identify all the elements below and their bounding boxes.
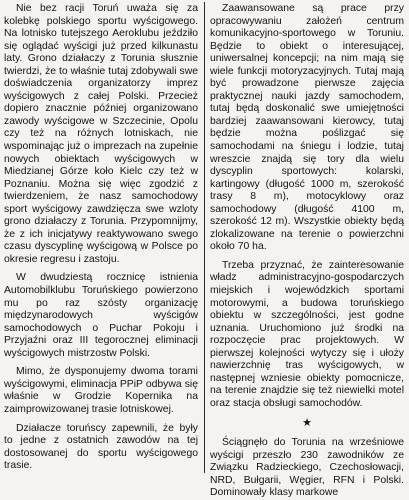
right-paragraph-3: Ściągnęło do Torunia na wrześniowe wyścigi przeszło 230 zawodników ze Związku Radzieckiego, Czechosłowacji, NRD, Bułgarii, Węgier, RFN i Polski. Dominowały klasy markowe — [210, 437, 404, 499]
right-paragraph-1: Zaawansowane są prace przy opracowywaniu założeń centrum komunikacyjno-sportowego w Toruniu. Będzie to obiekt o interesującej, uniwersalnej koncepcji; na nim mają się wiele funkcji motoryzacyjnych. Tutaj mają być prowadzone pierwsze zajęcia praktycznej nauki jazdy samochodem, tutaj będą doskonalić swe umiejętności bardziej zaawansowani kierowcy, tutaj będzie można poślizgać się samochodami na śniegu i lodzie, tutaj wreszcie znajdą się tory dla wielu dyscyplin sportowych: kolarski, kartingowy (długość 1000 m, szerokość trasy 8 m), motocyklowy oraz samochodowy (długość 4100 m, szerokość 12 m). Wszystkie obiekty będą zlokalizowane na terenie o powierzchni około 70 ha. — [210, 3, 404, 253]
right-column — [210, 3, 404, 500]
right-paragraph-2: Trzeba przyznać, że zainteresowanie władz administracyjno-gospodarczych miejskich i wojewódzkich sportami motorowymi, a budowa toruńskiego obiektu w szczególności, jest godne uznania. Uruchomiono już środki na rozpoczęcie prac projektowych. W pierwszej kolejności wytyczy się i ułoży nawierzchnię tras wyścigowych, w następnej wzniesie obiekty pomocnicze, na terenie znajdzie się też niewielki motel oraz stacja obsługi samochodów. — [210, 259, 404, 409]
left-column — [4, 3, 198, 473]
left-paragraph-3: Mimo, że dysponujemy dwoma torami wyścigowymi, eliminacja PPiP odbywa się właśnie w Grodzie Kopernika na zaimprowizowanej trasie lotniskowej. — [4, 366, 198, 415]
section-separator-star: ★ — [302, 416, 312, 429]
left-paragraph-4: Działacze toruńscy zapewnili, że były to jedne z ostatnich zawodów na tej dostosowanej do sportu wyścigowego trasie. — [4, 422, 198, 472]
left-paragraph-1: Nie bez racji Toruń uważa się za kolebkę polskiego sportu wyścigowego. Na lotnisko tutejszego Aeroklubu jeździło się oglądać wyścigi już przed kilkunastu laty. Grono działaczy z Torunia słusznie twierdzi, że to właśnie tutaj zdobywali swe doświadczenia organizatorzy imprez wyścigowych z całej Polski. Przecież dopiero znacznie później organizowano zawody wyścigowe w Szczecinie, Opolu czy też na różnych lotniskach, nie wspominając już o imprezach na zupełnie nowych obiektach wyścigowych w Miedzianej Górze koło Kielc czy też w Poznaniu. Można się więc zgodzić z twierdzeniem, że nasz samochodowy sport wyścigowy zawdzięcza swe wzloty grono działaczy z Torunia. Przypomnijmy, że z ich inicjatywy reaktywowano swego czasu dyscyplinę wyścigową w Polsce po okresie regresu i zastoju. — [4, 3, 198, 265]
left-paragraph-2: W dwudziestą rocznicę istnienia Automobilklubu Toruńskiego powierzono mu po raz szósty organizację międzynarodowych wyścigów samochodowych o Puchar Pokoju i Przyjaźni oraz III tegorocznej eliminacji wyścigowych mistrzostw Polski. — [4, 272, 198, 359]
column-divider — [204, 2, 205, 473]
